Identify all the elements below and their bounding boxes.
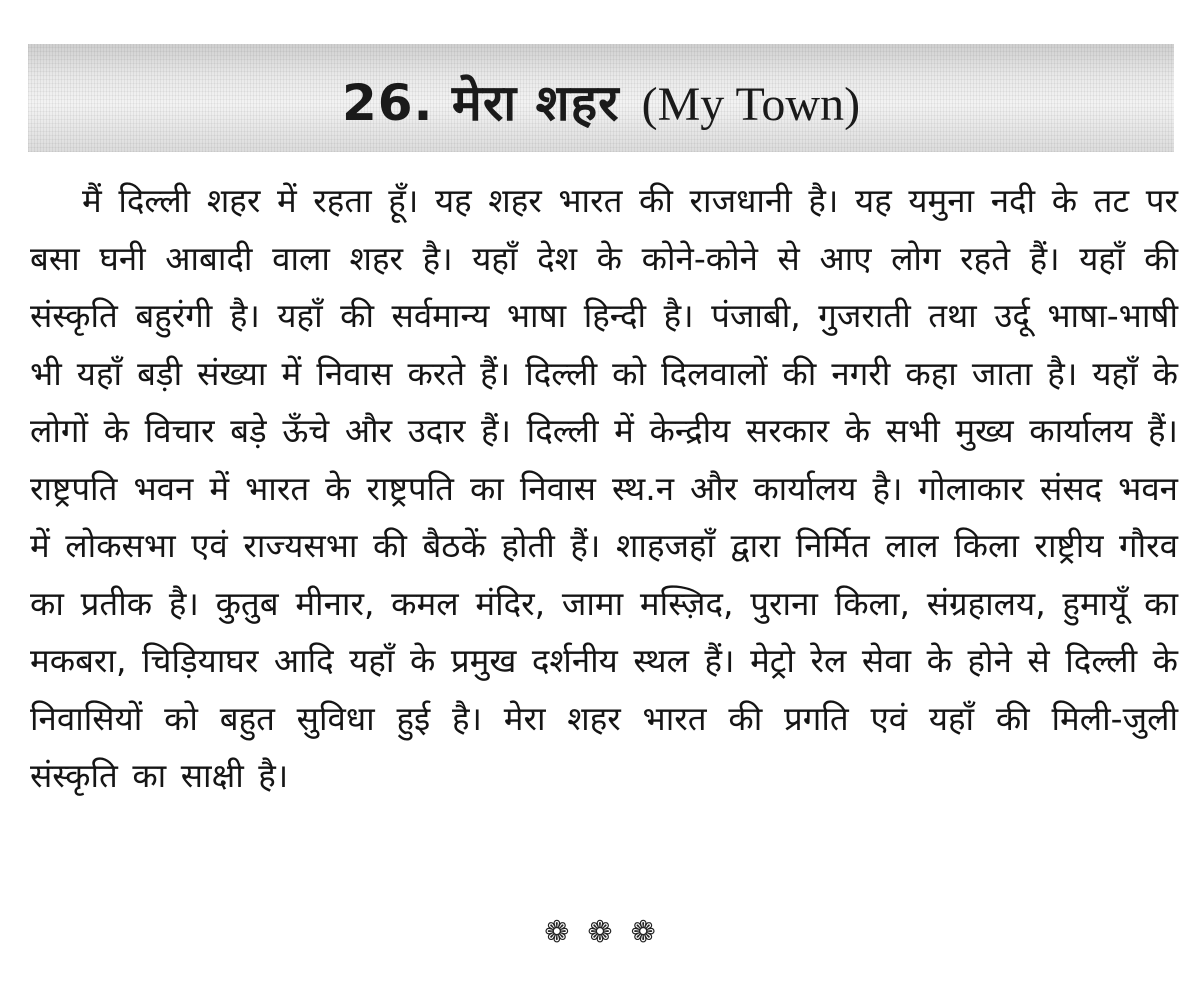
essay-paragraph: मैं दिल्ली शहर में रहता हूँ। यह शहर भारत की राजधानी है। यह यमुना नदी के तट पर बसा घनी आबादी वाला शहर है। यहाँ देश के कोने-कोने से आए लोग रहते हैं। यहाँ की संस्कृति बहुरंगी है। यहाँ की सर्वमान्य भाषा हिन्दी है। पंजाबी, गुजराती तथा उर्दू भाषा-भाषी भी यहाँ बड़ी संख्या में निवास करते हैं। दिल्ली को दिलवालों की नगरी कहा जाता है। यहाँ के लोगों के विचार बड़े ऊँचे और उदार हैं। दिल्ली में केन्द्रीय सरकार के सभी मुख्य कार्यालय हैं। राष्ट्रपति भवन में भारत के राष्ट्रपति का निवास स्थ.न और कार्यालय है। गोलाकार संसद भवन में लोकसभा एवं राज्यसभा की बैठकें होती हैं। शाहजहाँ द्वारा निर्मित लाल किला राष्ट्रीय गौरव का प्रतीक है। कुतुब मीनार, कमल मंदिर, जामा मस्ज़िद, पुराना किला, संग्रहालय, हुमायूँ का मकबरा, चिड़ियाघर आदि यहाँ के प्रमुख दर्शनीय स्थल हैं। मेट्रो रेल सेवा के होने से दिल्ली के निवासियों को बहुत सुविधा हुई है। मेरा शहर भारत की प्रगति एवं यहाँ की मिली-जुली संस्कृति का साक्षी है। [30,181,1178,795]
flower-ornament-icon: ❁ [544,915,570,950]
title-banner [28,44,1174,152]
flower-ornament-icon: ❁ [587,915,613,950]
title-hindi: 26. मेरा शहर [341,74,620,132]
title-english: (My Town) [641,78,861,131]
flower-ornament-icon: ❁ [630,915,656,950]
footer-ornaments [0,915,1200,950]
page-title [342,67,860,135]
